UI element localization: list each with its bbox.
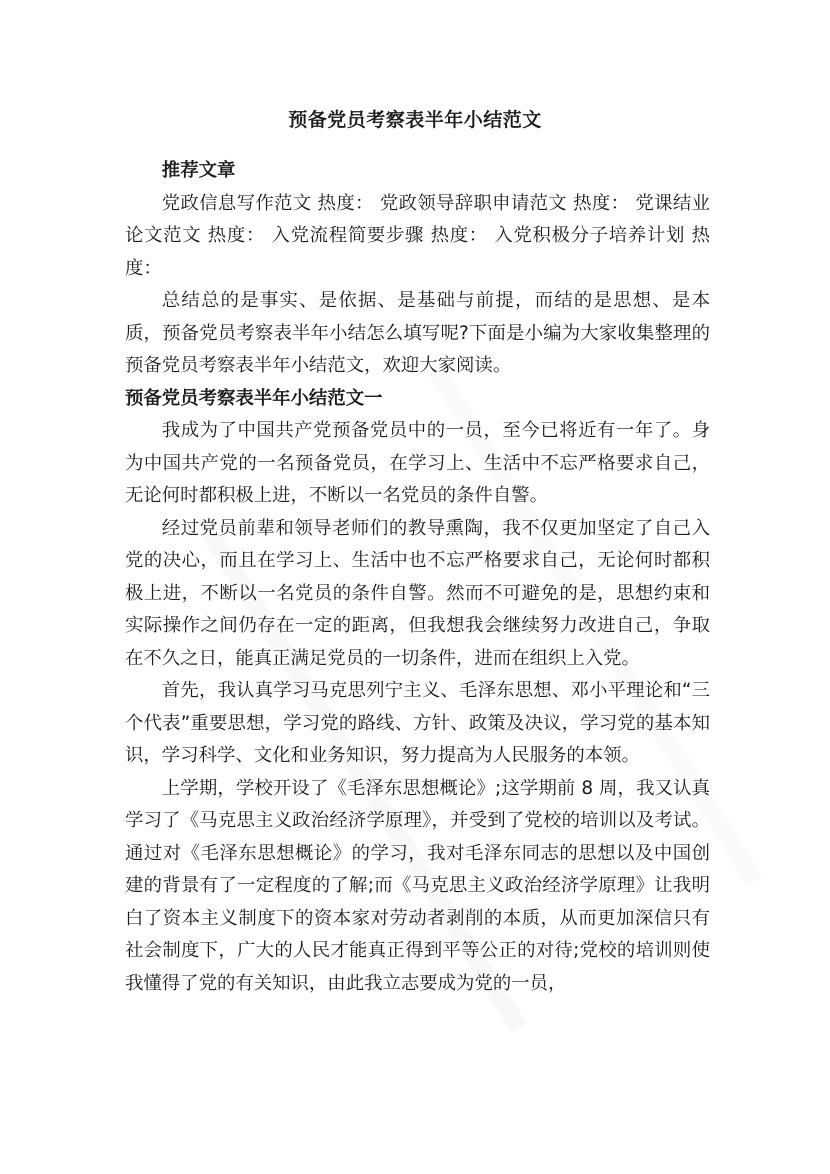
- section-heading: 预备党员考察表半年小结范文一: [125, 387, 383, 409]
- body-paragraph: 首先，我认真学习马克思列宁主义、毛泽东思想、邓小平理论和“三个代表”重要思想，学习党的路线、方针、政策及决议，学习党的基本知识，学习科学、文化和业务知识，努力提高为人民服务的本领。: [125, 680, 710, 766]
- body-paragraph: 我成为了中国共产党预备党员中的一员，至今已将近有一年了。身为中国共产党的一名预备党员，在学习上、生活中不忘严格要求自己，无论何时都积极上进，不断以一名党员的条件自警。: [125, 420, 710, 506]
- recommended-heading: 推荐文章: [161, 160, 236, 181]
- document-body: [125, 155, 710, 1000]
- intro-paragraph: 总结总的是事实、是依据、是基础与前提，而结的是思想、是本质，预备党员考察表半年小结怎么填写呢?下面是小编为大家收集整理的预备党员考察表半年小结范文，欢迎大家阅读。: [125, 290, 710, 376]
- body-paragraph: 上学期，学校开设了《毛泽东思想概论》;这学期前 8 周，我又认真学习了《马克思主义政治经济学原理》，并受到了党校的培训以及考试。通过对《毛泽东思想概论》的学习，我对毛泽东同志的思想以及中国创建的背景有了一定程度的了解;而《马克思主义政治经济学原理》让我明白了资本主义制度下的资本家对劳动者剥削的本质，从而更加深信只有社会制度下，广大的人民才能真正得到平等公正的对待;党校的培训则使我懂得了党的有关知识，由此我立志要成为党的一员，: [125, 777, 710, 994]
- document-title: 预备党员考察表半年小结范文: [288, 109, 542, 131]
- recommended-links[interactable]: 党政信息写作范文 热度： 党政领导辞职申请范文 热度： 党课结业论文范文 热度： 入党流程简要步骤 热度： 入党积极分子培养计划 热度：: [125, 192, 710, 279]
- body-paragraph: 经过党员前辈和领导老师们的教导熏陶，我不仅更加坚定了自己入党的决心，而且在学习上、生活中也不忘严格要求自己，无论何时都积极上进，不断以一名党员的条件自警。然而不可避免的是，思想约束和实际操作之间仍存在一定的距离，但我想我会继续努力改进自己，争取在不久之日，能真正满足党员的一切条件，进而在组织上入党。: [125, 517, 710, 669]
